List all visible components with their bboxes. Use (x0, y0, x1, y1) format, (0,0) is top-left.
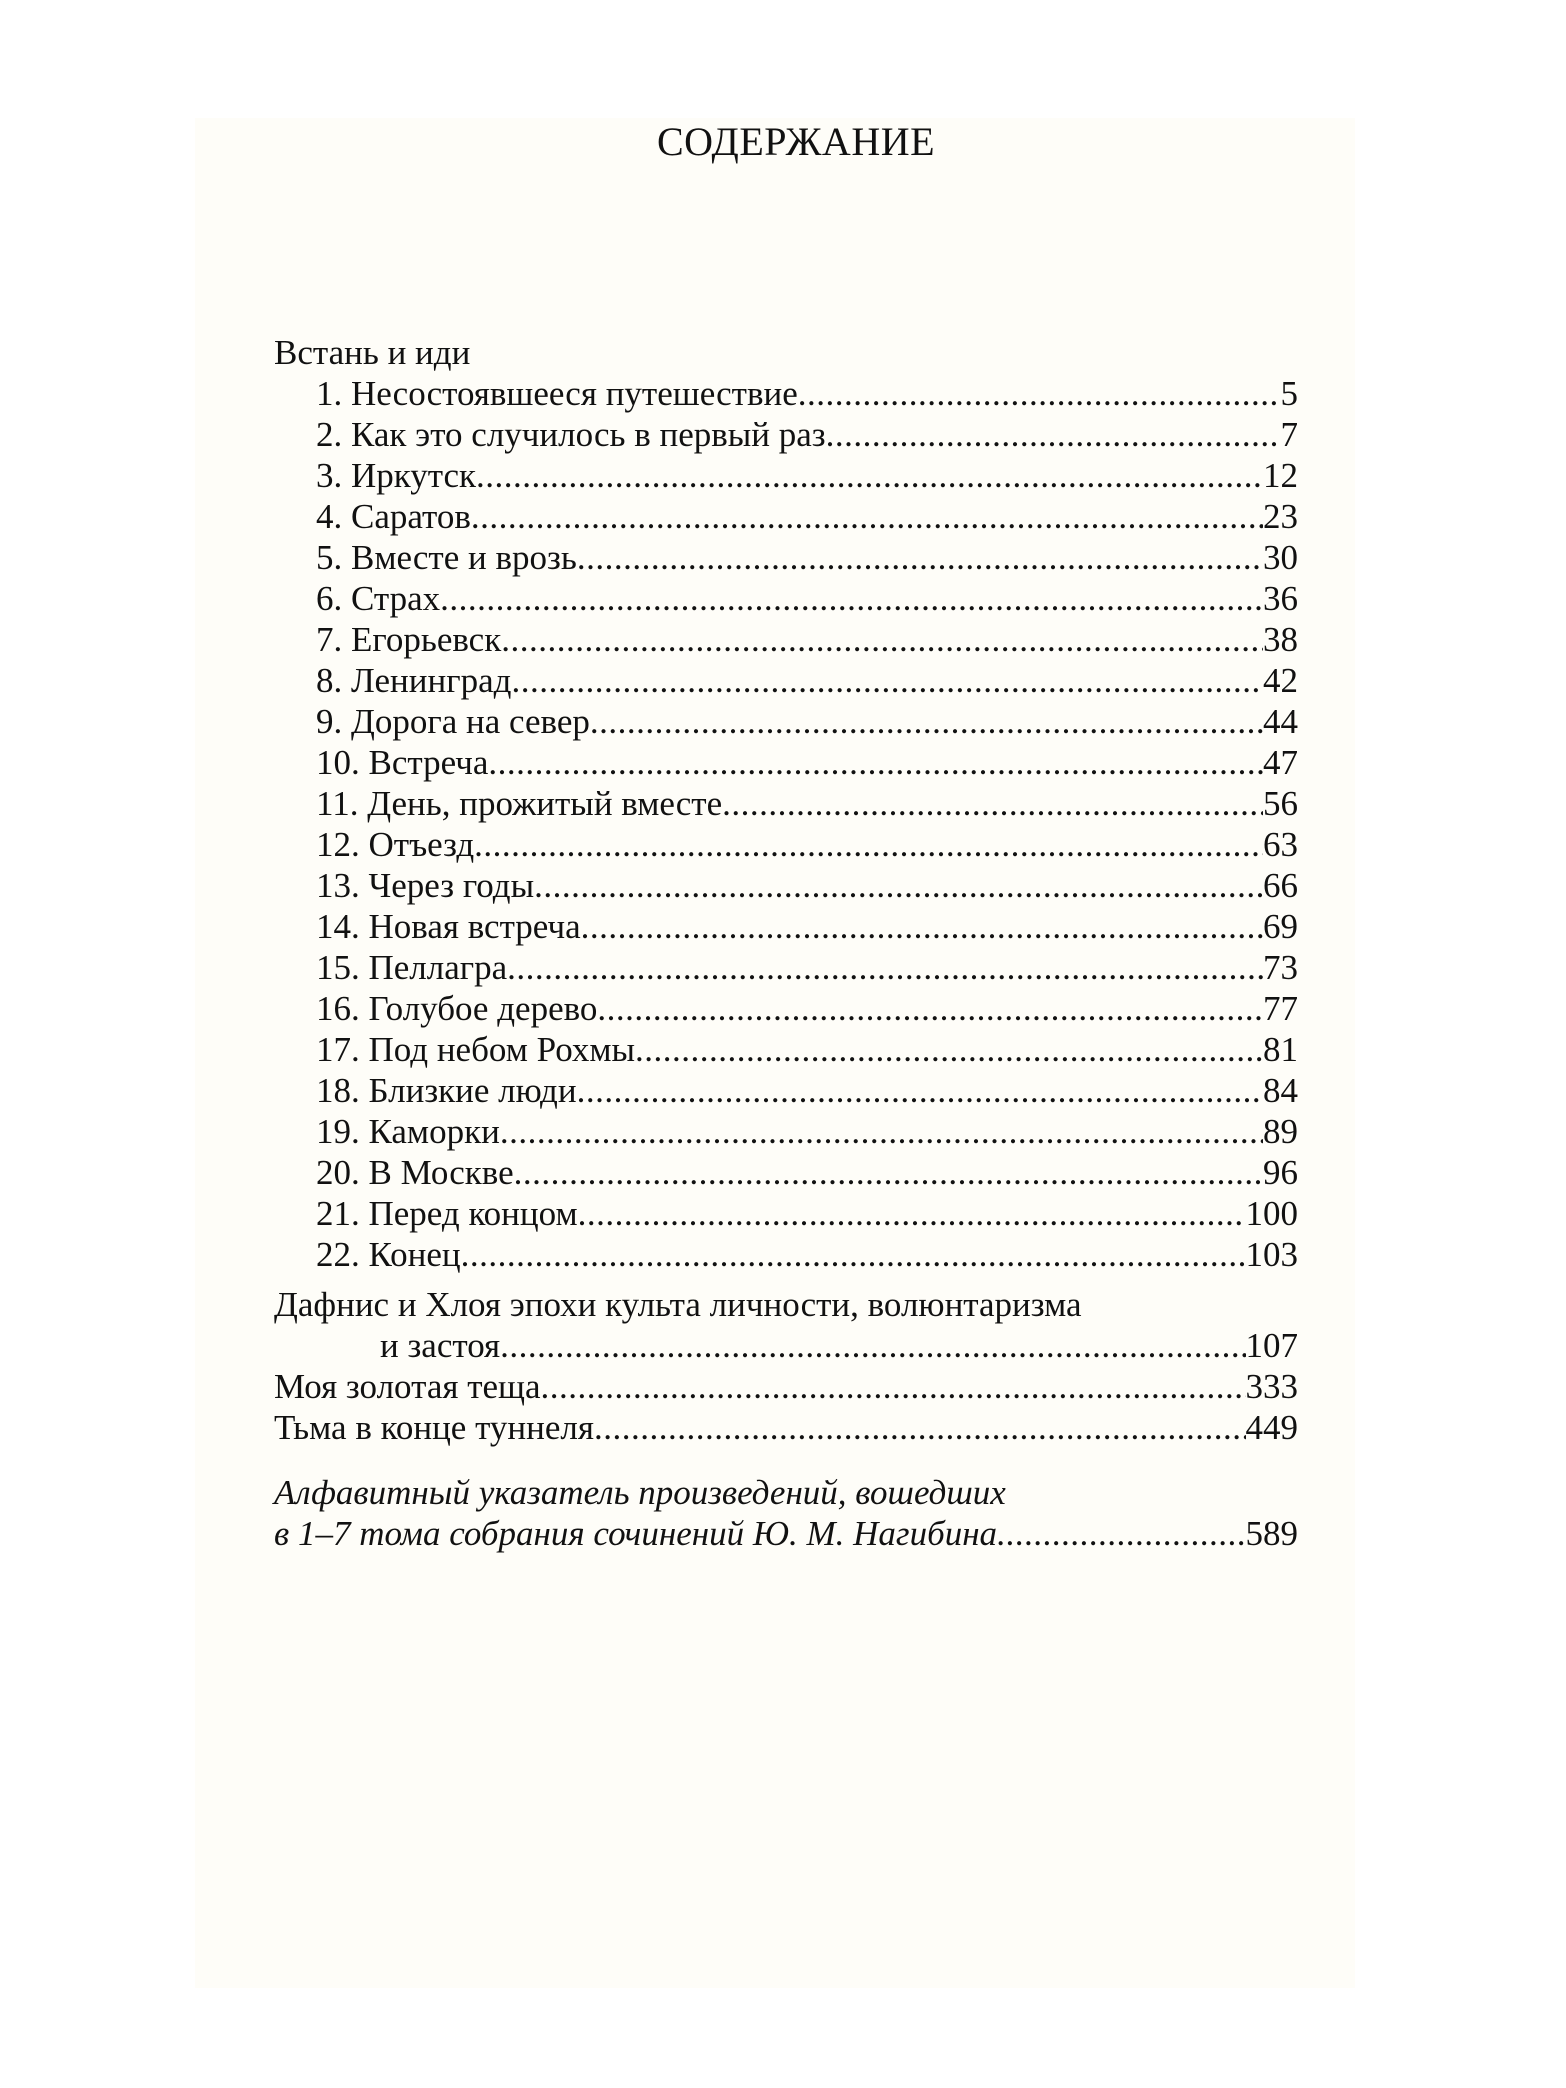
page-number: 89 (1263, 1112, 1298, 1151)
page-number: 66 (1263, 866, 1298, 905)
page-number: 96 (1263, 1153, 1298, 1192)
dot-leader (590, 701, 1263, 742)
toc-list (274, 332, 1298, 1554)
chapter-title: 6. Страх (316, 579, 441, 618)
page-number: 84 (1263, 1071, 1298, 1110)
page-number: 77 (1263, 989, 1298, 1028)
chapter-entry (274, 1193, 1298, 1234)
dot-leader (997, 1513, 1245, 1554)
dot-leader (511, 660, 1263, 701)
page-title: СОДЕРЖАНИЕ (656, 119, 936, 164)
work-title: Тьма в конце туннеля (274, 1408, 594, 1447)
chapter-entry (274, 619, 1298, 660)
chapter-title: 7. Егорьевск (316, 620, 502, 659)
chapter-title: 17. Под небом Рохмы (316, 1030, 636, 1069)
page-number: 69 (1263, 907, 1298, 946)
page-number: 7 (1280, 415, 1298, 454)
dot-leader (541, 1366, 1246, 1407)
dot-leader (798, 373, 1281, 414)
chapter-title: 11. День, прожитый вместе (316, 784, 723, 823)
page-number: 56 (1263, 784, 1298, 823)
chapter-title: 8. Ленинград (316, 661, 512, 700)
dot-leader (471, 496, 1263, 537)
dot-leader (476, 455, 1263, 496)
page-number: 36 (1263, 579, 1298, 618)
chapter-entry (274, 1234, 1298, 1275)
page-number: 100 (1245, 1194, 1298, 1233)
section-title: Встань и иди (274, 333, 471, 372)
page-number: 5 (1280, 374, 1298, 413)
chapter-entry (274, 414, 1298, 455)
page-number: 12 (1263, 456, 1298, 495)
chapter-entry (274, 988, 1298, 1029)
toc-entry (274, 1325, 1298, 1366)
dot-leader (635, 1029, 1263, 1070)
work-title-line2: и застоя (380, 1326, 501, 1365)
chapter-list (274, 373, 1298, 1275)
chapter-title: 14. Новая встреча (316, 907, 581, 946)
dot-leader (581, 906, 1263, 947)
dot-leader (534, 865, 1263, 906)
chapter-entry (274, 578, 1298, 619)
page-number: 449 (1245, 1408, 1298, 1447)
dot-leader (514, 1152, 1263, 1193)
chapter-entry (274, 455, 1298, 496)
chapter-entry (274, 783, 1298, 824)
dot-leader (500, 1111, 1263, 1152)
chapter-title: 3. Иркутск (316, 456, 477, 495)
dot-leader (474, 824, 1263, 865)
chapter-entry (274, 1152, 1298, 1193)
chapter-entry (274, 906, 1298, 947)
chapter-title: 5. Вместе и врозь (316, 538, 577, 577)
dot-leader (826, 414, 1281, 455)
chapter-title: 18. Близкие люди (316, 1071, 577, 1110)
page-number: 73 (1263, 948, 1298, 987)
chapter-entry (274, 1111, 1298, 1152)
chapter-title: 13. Через годы (316, 866, 535, 905)
chapter-entry (274, 824, 1298, 865)
chapter-entry (274, 947, 1298, 988)
chapter-entry (274, 1029, 1298, 1070)
page-number: 38 (1263, 620, 1298, 659)
chapter-entry (274, 742, 1298, 783)
dot-leader (594, 1407, 1246, 1448)
dot-leader (500, 1325, 1245, 1366)
chapter-title: 15. Пеллагра (316, 948, 508, 987)
dot-leader (440, 578, 1263, 619)
toc-entry (274, 1407, 1298, 1448)
dot-leader (501, 619, 1263, 660)
page-number: 589 (1245, 1514, 1298, 1553)
page-number: 44 (1263, 702, 1298, 741)
chapter-title: 9. Дорога на север (316, 702, 590, 741)
index-entry-line2: в 1–7 тома собрания сочинений Ю. М. Нагибина (274, 1514, 998, 1553)
table-of-contents (274, 118, 1298, 1554)
dot-leader (722, 783, 1263, 824)
page-number: 47 (1263, 743, 1298, 782)
page-number: 107 (1245, 1326, 1298, 1365)
chapter-entry (274, 660, 1298, 701)
dot-leader (578, 1193, 1246, 1234)
chapter-entry (274, 701, 1298, 742)
chapter-entry (274, 373, 1298, 414)
chapter-title: 19. Каморки (316, 1112, 500, 1151)
chapter-title: 1. Несостоявшееся путешествие (316, 374, 798, 413)
dot-leader (577, 1070, 1263, 1111)
toc-entry (274, 1513, 1298, 1554)
page-number: 81 (1263, 1030, 1298, 1069)
dot-leader (577, 537, 1263, 578)
chapter-entry (274, 537, 1298, 578)
chapter-title: 10. Встреча (316, 743, 489, 782)
page-number: 42 (1263, 661, 1298, 700)
page-number: 333 (1245, 1367, 1298, 1406)
dot-leader (507, 947, 1263, 988)
work-title: Моя золотая теща (274, 1367, 541, 1406)
chapter-title: 21. Перед концом (316, 1194, 578, 1233)
chapter-title: 20. В Москве (316, 1153, 514, 1192)
chapter-entry (274, 1070, 1298, 1111)
chapter-title: 4. Саратов (316, 497, 471, 536)
dot-leader (597, 988, 1263, 1029)
page-number: 30 (1263, 538, 1298, 577)
index-entry-line1: Алфавитный указатель произведений, вошедших (274, 1473, 1006, 1512)
chapter-title: 12. Отъезд (316, 825, 475, 864)
chapter-entry (274, 865, 1298, 906)
chapter-title: 22. Конец (316, 1235, 461, 1274)
page-number: 63 (1263, 825, 1298, 864)
chapter-entry (274, 496, 1298, 537)
work-title-line1: Дафнис и Хлоя эпохи культа личности, волюнтаризма (274, 1285, 1082, 1324)
dot-leader (461, 1234, 1246, 1275)
chapter-title: 16. Голубое дерево (316, 989, 598, 1028)
page-number: 103 (1245, 1235, 1298, 1274)
dot-leader (488, 742, 1263, 783)
page-number: 23 (1263, 497, 1298, 536)
toc-entry (274, 1366, 1298, 1407)
chapter-title: 2. Как это случилось в первый раз (316, 415, 826, 454)
